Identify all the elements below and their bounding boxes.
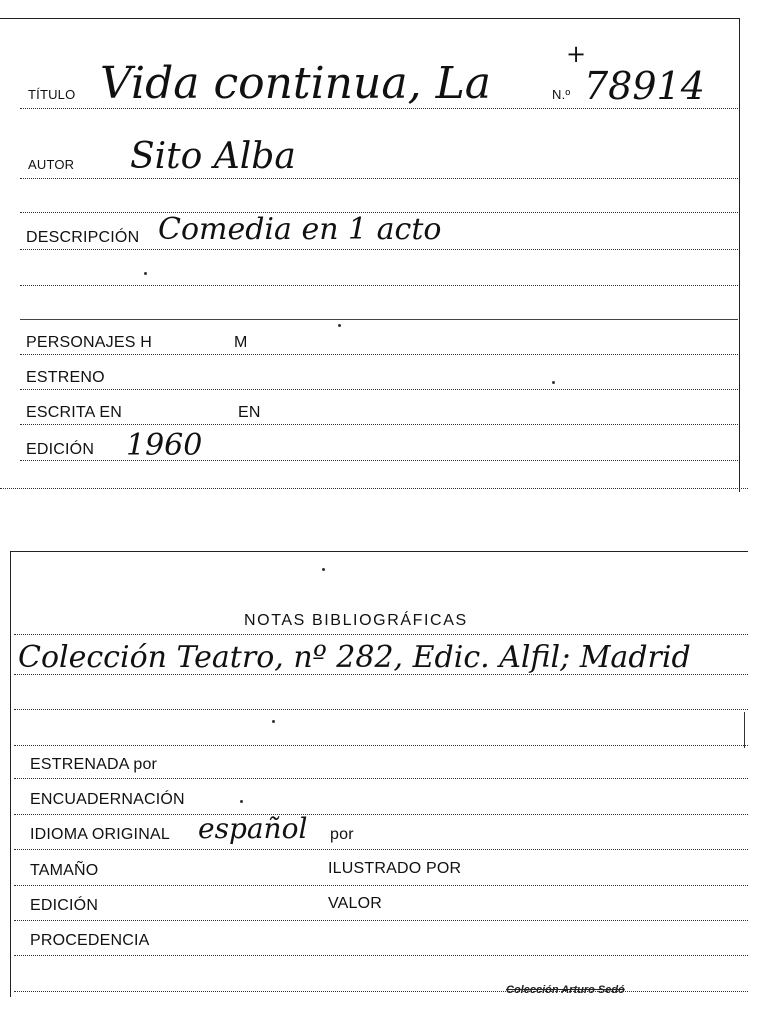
last-rule	[14, 991, 748, 992]
premiered-by-label: ESTRENADA por	[30, 756, 158, 773]
number-label: N.º	[552, 87, 571, 102]
premiered-by-rule	[14, 778, 748, 779]
en-label: EN	[238, 404, 261, 421]
original-language-rule	[14, 849, 748, 850]
blank-rule-3	[20, 319, 738, 320]
notes-rule-1	[14, 674, 748, 675]
paper-speck	[272, 720, 275, 723]
notes-rule-2	[14, 709, 748, 710]
original-language-por-label: por	[330, 826, 354, 843]
paper-speck	[322, 568, 325, 571]
written-in-label: ESCRITA EN	[26, 404, 122, 421]
illustrated-by-label: ILUSTRADO POR	[328, 860, 462, 877]
binding-rule	[14, 814, 748, 815]
blank-rule-2	[20, 285, 738, 286]
description-rule	[20, 249, 738, 250]
premiere-rule	[20, 389, 738, 390]
paper-speck	[552, 381, 555, 384]
heading-rule	[14, 634, 748, 635]
bottom-edition-label: EDICIÓN	[30, 897, 99, 914]
written-in-rule	[20, 424, 738, 425]
paper-speck	[338, 324, 341, 327]
edition-value-rule	[14, 920, 748, 921]
title-rule	[20, 108, 738, 109]
notes-rule-3	[14, 745, 748, 746]
author-value: Sito Alba	[130, 136, 296, 177]
description-label: DESCRIPCIÓN	[26, 229, 140, 246]
characters-m-label: M	[234, 334, 248, 351]
card-bottom-rule	[0, 488, 748, 489]
characters-label: PERSONAJES H	[26, 334, 152, 351]
number-mark: +	[566, 40, 587, 68]
edition-label: EDICIÓN	[26, 441, 95, 458]
provenance-label: PROCEDENCIA	[30, 932, 150, 949]
edition-rule	[20, 460, 738, 461]
title-label: TÍTULO	[28, 87, 76, 102]
edition-value: 1960	[126, 428, 203, 463]
original-language-value: español	[198, 812, 308, 845]
notes-heading: NOTAS BIBLIOGRÁFICAS	[244, 612, 468, 629]
notes-value: Colección Teatro, nº 282, Edic. Alfil; Madrid	[18, 640, 691, 675]
value-label: VALOR	[328, 895, 383, 912]
description-value: Comedia en 1 acto	[158, 212, 442, 247]
paper-speck	[144, 272, 147, 275]
collection-stamp: Colección Arturo Sedó	[506, 984, 625, 996]
premiere-label: ESTRENO	[26, 369, 105, 386]
original-language-label: IDIOMA ORIGINAL	[30, 826, 170, 843]
right-edge-mark	[744, 712, 745, 748]
title-value: Vida continua, La	[100, 58, 492, 109]
binding-label: ENCUADERNACIÓN	[30, 791, 185, 808]
provenance-rule	[14, 955, 748, 956]
number-value: 78914	[584, 64, 705, 108]
size-label: TAMAÑO	[30, 862, 99, 879]
author-label: AUTOR	[28, 157, 75, 172]
paper-speck	[240, 800, 243, 803]
characters-rule	[20, 354, 738, 355]
size-rule	[14, 885, 748, 886]
author-rule	[20, 178, 738, 179]
